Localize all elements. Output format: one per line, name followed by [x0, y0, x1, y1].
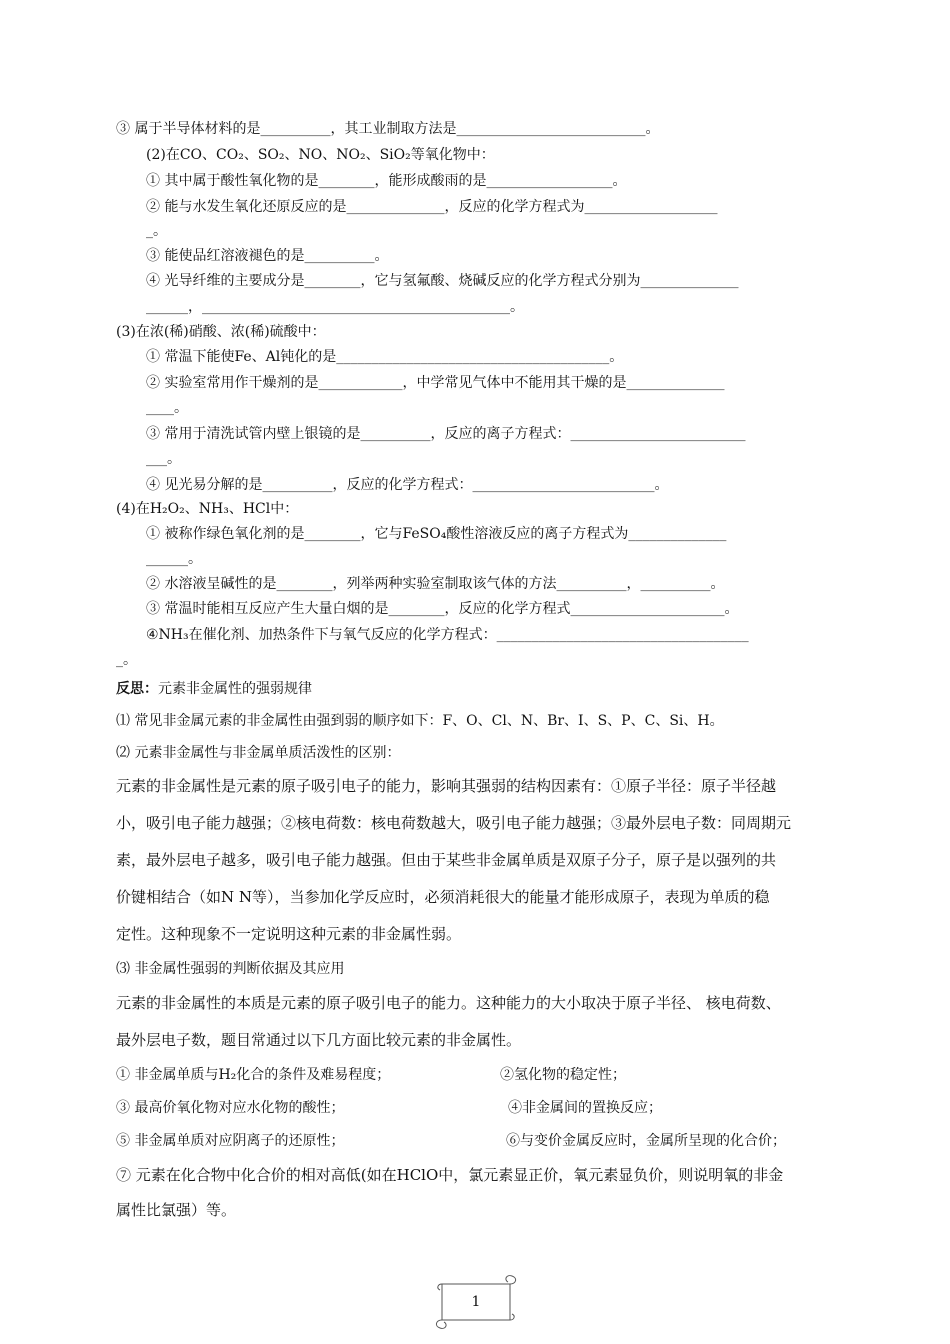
- paragraph-line: 最外层电子数，题目常通过以下几方面比较元素的非金属性。: [116, 1031, 522, 1049]
- reflection-point-2: ⑵ 元素非金属性与非金属单质活泼性的区别：: [116, 745, 401, 761]
- paragraph-line: 元素的非金属性的本质是元素的原子吸引电子的能力。这种能力的大小取决于原子半径、 核电荷数、: [116, 994, 781, 1012]
- question-line: (4)在H₂O₂、NH₃、HCl中：: [116, 501, 299, 517]
- criteria-item: ⑦ 元素在化合物中化合价的相对高低(如在HClO中，氯元素显正价，氧元素显负价，则说明氧的非金: [116, 1166, 784, 1184]
- question-line: ④ 见光易分解的是__________，反应的化学方程式：__________________________。: [146, 477, 669, 493]
- paragraph-line: 属性比氯强）等。: [116, 1201, 237, 1219]
- question-line: ③ 能使品红溶液褪色的是__________。: [146, 248, 389, 264]
- question-line: ④NH₃在催化剂、加热条件下与氧气反应的化学方程式：____________________________________: [146, 627, 749, 643]
- question-line: ③ 常温时能相互反应产生大量白烟的是________，反应的化学方程式______________________。: [146, 601, 739, 617]
- criteria-item: ②氢化物的稳定性；: [500, 1067, 626, 1083]
- question-line: ____。: [146, 400, 188, 416]
- paragraph-line: 小，吸引电子能力越强；②核电荷数：核电荷数越大，吸引电子能力越强；③最外层电子数：同周期元: [116, 814, 792, 832]
- page-number: 1: [471, 1294, 481, 1310]
- reflection-heading: [116, 680, 312, 698]
- reflection-label: 反思：: [116, 681, 158, 697]
- criteria-item: ① 非金属单质与H₂化合的条件及难易程度；: [116, 1067, 391, 1083]
- question-line: ___。: [146, 451, 181, 467]
- question-line: ③ 常用于清洗试管内壁上银镜的是__________，反应的离子方程式：_________________________: [146, 426, 746, 442]
- question-line: ② 能与水发生氧化还原反应的是______________，反应的化学方程式为___________________: [146, 199, 718, 215]
- question-line: ② 水溶液呈碱性的是________，列举两种实验室制取该气体的方法__________，__________。: [146, 576, 725, 592]
- reflection-title: 元素非金属性的强弱规律: [158, 681, 312, 697]
- question-line: ______，____________________________________________。: [146, 299, 524, 315]
- criteria-item: ③ 最高价氧化物对应水化物的酸性；: [116, 1100, 345, 1116]
- paragraph-line: 素，最外层电子越多，吸引电子能力越强。但由于某些非金属单质是双原子分子，原子是以强列的共: [116, 851, 777, 869]
- question-line: ① 常温下能使Fe、Al钝化的是_______________________________________。: [146, 349, 624, 365]
- question-line: _。: [146, 223, 167, 239]
- paragraph-line: 价键相结合（如N N等），当参加化学反应时，必须消耗很大的能量才能形成原子，表现为单质的稳: [116, 888, 770, 906]
- question-line: ④ 光导纤维的主要成分是________，它与氢氟酸、烧碱反应的化学方程式分别为______________: [146, 273, 739, 289]
- page-number-scroll: [432, 1270, 520, 1332]
- question-line: ② 实验室常用作干燥剂的是____________，中学常见气体中不能用其干燥的是______________: [146, 375, 725, 391]
- question-line: (2)在CO、CO₂、SO₂、NO、NO₂、SiO₂等氧化物中：: [146, 147, 495, 163]
- reflection-point-1: ⑴ 常见非金属元素的非金属性由强到弱的顺序如下：F、O、Cl、N、Br、I、S、P、C、Si、H。: [116, 713, 724, 729]
- question-line: (3)在浓(稀)硝酸、浓(稀)硫酸中：: [116, 324, 326, 340]
- question-line: ① 其中属于酸性氧化物的是________，能形成酸雨的是__________________。: [146, 173, 627, 189]
- paragraph-line: 定性。这种现象不一定说明这种元素的非金属性弱。: [116, 925, 462, 943]
- criteria-item: ④非金属间的置换反应；: [508, 1100, 662, 1116]
- question-line: ______。: [146, 551, 202, 567]
- criteria-item: ⑤ 非金属单质对应阴离子的还原性；: [116, 1133, 345, 1149]
- paragraph-line: 元素的非金属性是元素的原子吸引电子的能力，影响其强弱的结构因素有：①原子半径：原子半径越: [116, 777, 777, 795]
- question-line: ① 被称作绿色氧化剂的是________，它与FeSO₄酸性溶液反应的离子方程式为______________: [146, 526, 727, 542]
- reflection-point-3: ⑶ 非金属性强弱的判断依据及其应用: [116, 961, 345, 977]
- question-line: _。: [116, 652, 137, 668]
- question-line: ③ 属于半导体材料的是__________，其工业制取方法是___________________________。: [116, 121, 660, 137]
- criteria-item: ⑥与变价金属反应时，金属所呈现的化合价；: [506, 1133, 786, 1149]
